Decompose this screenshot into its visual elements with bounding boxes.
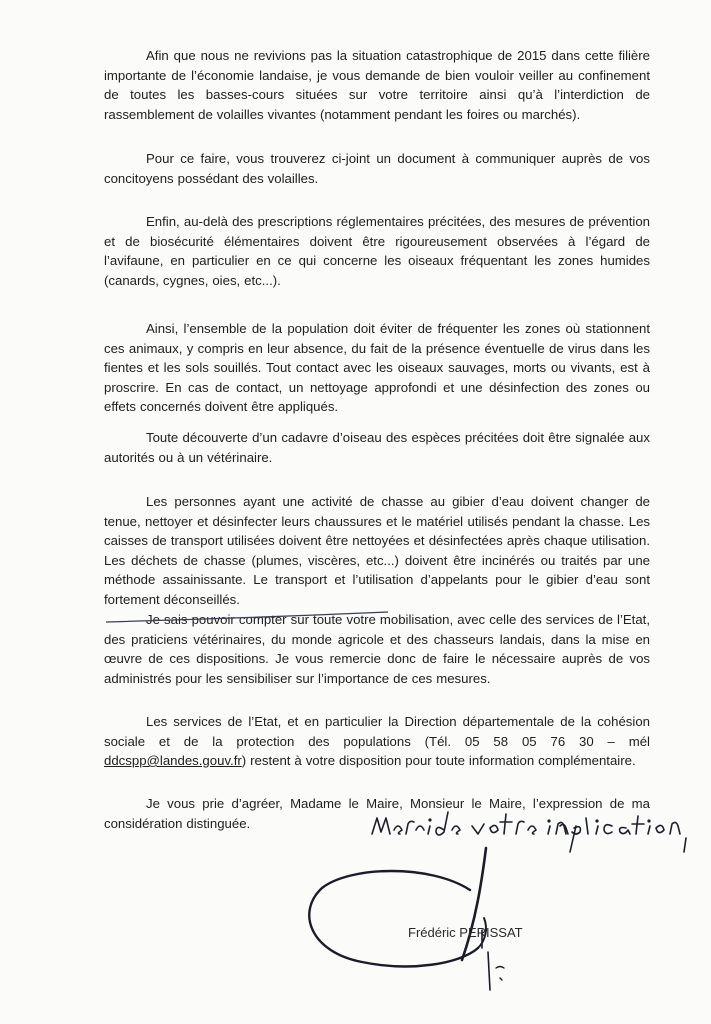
services-text-before: Les services de l’Etat, et en particulier la Direction départementale de la cohésion sociale et de la protection des populations (Tél. 05 58 05 76 30 – mél <box>104 714 650 749</box>
paragraph-biosecurity: Enfin, au-delà des prescriptions réglementaires précitées, des mesures de prévention et de biosécurité élémentaires doivent être rigoureusement observées à l’égard de l’avifaune, en particulier en ce qui concerne les oiseaux fréquentant les zones humides (canards, cygnes, oies, etc...). <box>104 214 650 288</box>
signature-image <box>309 848 504 990</box>
paragraph-document: Pour ce faire, vous trouverez ci-joint un document à communiquer auprès de vos concitoyens possédant des volailles. <box>104 151 650 186</box>
email-link[interactable]: ddcspp@landes.gouv.fr <box>104 753 242 768</box>
paragraph-discovery: Toute découverte d’un cadavre d’oiseau des espèces précitées doit être signalée aux autorités ou à un vétérinaire. <box>104 430 650 465</box>
signatory-name: Frédéric PERISSAT <box>408 925 523 940</box>
paragraph-confinement: Afin que nous ne revivions pas la situation catastrophique de 2015 dans cette filière importante de l’économie landaise, je vous demande de bien vouloir veiller au confinement de toutes les basses-cours situées sur votre territoire ainsi qu’à l’interdiction de rassemblement de volailles vivantes (notamment pendant les foires ou marchés). <box>104 48 650 122</box>
paragraph-mobilisation: Je sais pouvoir compter sur toute votre mobilisation, avec celle des services de l’Etat, des praticiens vétérinaires, du monde agricole et des chasseurs landais, dans la mise en œuvre de ces dispositions. Je vous remercie donc de faire le nécessaire auprès de vos administrés pour les sensibiliser sur l’importance de ces mesures. <box>104 612 650 686</box>
handwritten-note-image <box>372 812 686 852</box>
paragraph-population: Ainsi, l’ensemble de la population doit éviter de fréquenter les zones où stationnent ces animaux, y compris en leur absence, du fait de la présence éventuelle de virus dans les fientes et les sols souillés. Tout contact avec les oiseaux sauvages, morts ou vivants, est à proscrire. En cas de contact, un nettoyage approfondi et une désinfection des zones ou effets concernés doivent être appliqués. <box>104 321 650 414</box>
services-text-after: ) restent à votre disposition pour toute information complémentaire. <box>241 753 636 768</box>
paragraph-closing: Je vous prie d’agréer, Madame le Maire, Monsieur le Maire, l’expression de ma considération distinguée. <box>104 796 650 831</box>
paragraph-hunting: Les personnes ayant une activité de chasse au gibier d’eau doivent changer de tenue, nettoyer et désinfecter leurs chaussures et le matériel utilisés pendant la chasse. Les caisses de transport utilisées doivent être nettoyées et désinfectées après chaque utilisation. Les déchets de chasse (plumes, viscères, etc...) doivent être incinérés ou traités par une méthode assainissante. Le transport et l’utilisation d’appelants pour le gibier d’eau sont fortement déconseillés. <box>104 494 650 607</box>
handwritten-underline <box>106 612 388 622</box>
